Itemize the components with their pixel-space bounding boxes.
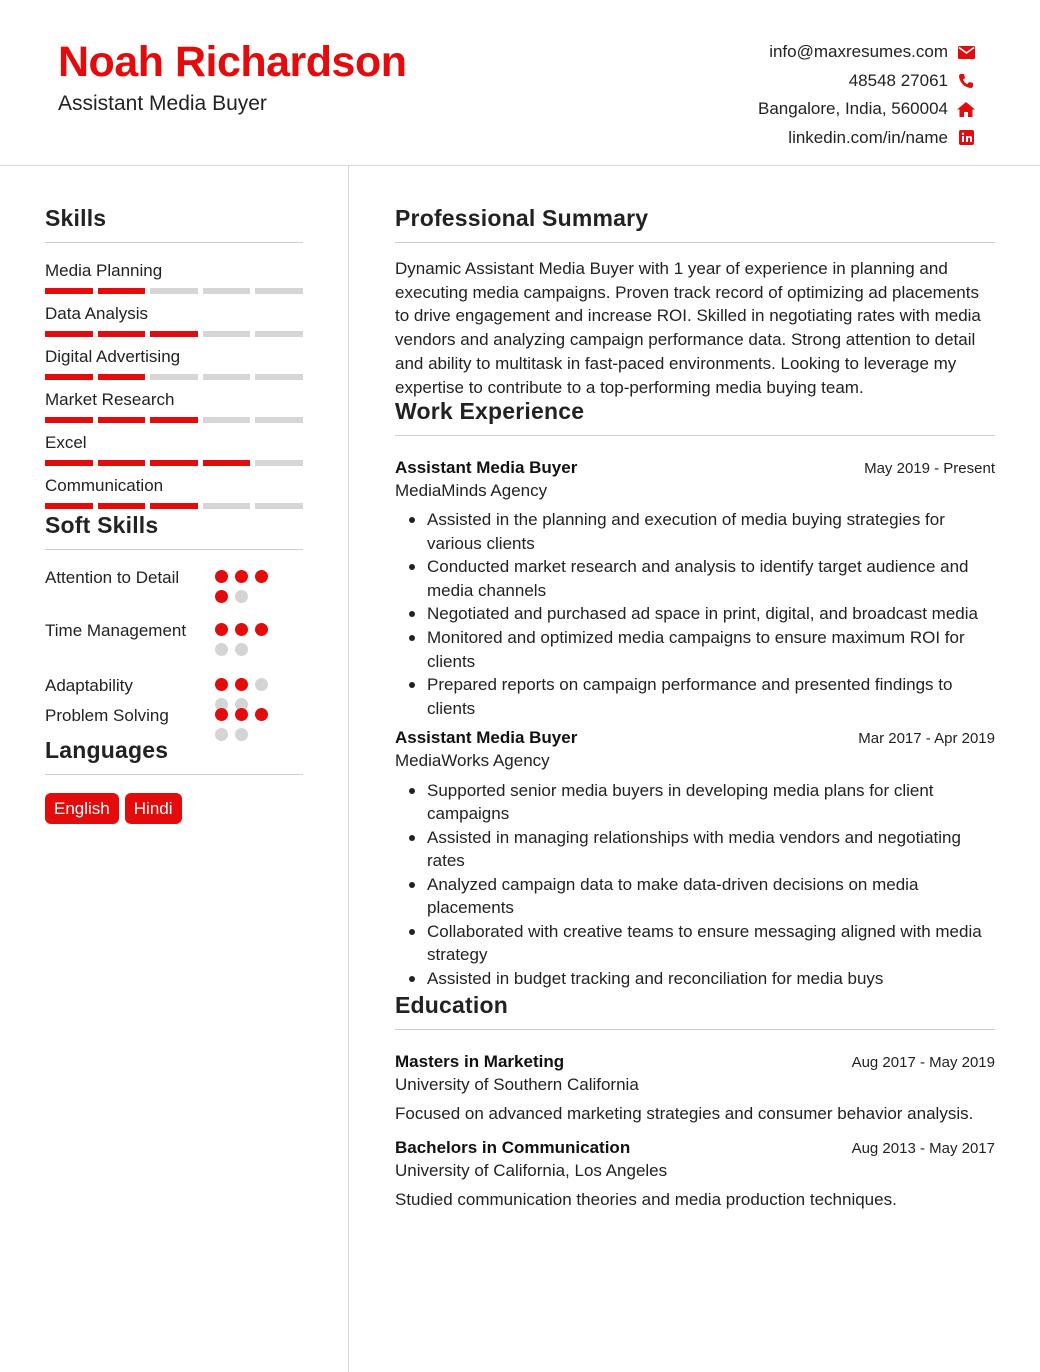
education-description: Studied communication theories and media production techniques. <box>395 1190 897 1210</box>
candidate-name: Noah Richardson <box>58 38 407 86</box>
job-dates: May 2019 - Present <box>864 460 995 478</box>
contact-address-text: Bangalore, India, 560004 <box>758 99 948 119</box>
skill-level-segment <box>203 374 251 380</box>
skill-item <box>45 347 303 390</box>
job-bullets <box>395 779 995 991</box>
rating-dot <box>215 728 228 741</box>
skill-level-segment <box>150 288 198 294</box>
linkedin-icon <box>956 130 976 145</box>
contact-phone-text: 48548 27061 <box>848 70 948 90</box>
skill-item <box>45 304 303 347</box>
rating-dot <box>215 590 228 603</box>
skill-level-bar <box>45 288 303 294</box>
skill-level-segment <box>203 331 251 337</box>
school-name: University of California, Los Angeles <box>395 1161 668 1181</box>
skill-name: Excel <box>45 433 87 452</box>
skill-level-segment <box>45 503 93 509</box>
languages-title: Languages <box>45 737 303 775</box>
school-name: University of Southern California <box>395 1074 639 1094</box>
rating-dot <box>235 678 248 691</box>
rating-dot <box>235 708 248 721</box>
job-bullet: Prepared reports on campaign performance and presented findings to clients <box>409 673 995 720</box>
skill-level-segment <box>150 331 198 337</box>
left-column <box>45 205 303 824</box>
rating-dot <box>255 570 268 583</box>
soft-skill-rating <box>215 708 287 741</box>
soft-skill-name: Problem Solving <box>45 706 169 725</box>
job-bullet: Monitored and optimized media campaigns to ensure maximum ROI for clients <box>409 626 995 673</box>
rating-dot <box>235 643 248 656</box>
skill-level-segment <box>45 374 93 380</box>
skill-level-segment <box>98 417 146 423</box>
summary-title: Professional Summary <box>395 205 995 243</box>
skill-level-segment <box>150 374 198 380</box>
skill-name: Market Research <box>45 390 175 409</box>
job-company: MediaMinds Agency <box>395 481 548 501</box>
job-bullets <box>395 508 995 720</box>
education-title: Education <box>395 992 995 1030</box>
job-bullet: Conducted market research and analysis to identify target audience and media channels <box>409 555 995 602</box>
skill-level-segment <box>203 417 251 423</box>
contact-email-text: info@maxresumes.com <box>769 42 948 62</box>
rating-dot <box>255 678 268 691</box>
job-entry <box>395 456 995 720</box>
job-title: Assistant Media Buyer <box>395 727 578 747</box>
skills-title: Skills <box>45 205 303 243</box>
skill-level-segment <box>203 503 251 509</box>
skill-level-bar <box>45 417 303 423</box>
job-dates: Mar 2017 - Apr 2019 <box>858 729 995 747</box>
skill-level-segment <box>255 288 303 294</box>
skills-list <box>45 261 303 519</box>
job-bullet: Negotiated and purchased ad space in print, digital, and broadcast media <box>409 602 995 625</box>
skill-name: Media Planning <box>45 261 163 280</box>
languages-list <box>45 793 303 824</box>
rating-dot <box>215 643 228 656</box>
envelope-icon <box>956 46 976 59</box>
soft-skill-item <box>45 566 303 619</box>
skill-item <box>45 261 303 304</box>
job-bullet: Supported senior media buyers in developing media plans for client campaigns <box>409 779 995 826</box>
contact-list <box>758 38 976 152</box>
job-header <box>395 726 995 749</box>
contact-linkedin[interactable] <box>758 124 976 153</box>
skill-name: Digital Advertising <box>45 347 181 366</box>
rating-dot <box>215 570 228 583</box>
skill-level-segment <box>98 288 146 294</box>
skill-level-segment <box>203 288 251 294</box>
skill-level-segment <box>98 460 146 466</box>
rating-dot <box>255 708 268 721</box>
skill-level-bar <box>45 331 303 337</box>
skill-level-segment <box>45 331 93 337</box>
rating-dot <box>215 678 228 691</box>
skill-level-segment <box>98 503 146 509</box>
skill-level-segment <box>45 460 93 466</box>
rating-dot <box>235 728 248 741</box>
job-bullet: Analyzed campaign data to make data-driven decisions on media placements <box>409 873 995 920</box>
skill-level-segment <box>150 503 198 509</box>
education-header <box>395 1050 995 1073</box>
soft-skills-list <box>45 566 303 738</box>
skill-level-bar <box>45 374 303 380</box>
job-bullet: Collaborated with creative teams to ensure messaging aligned with media strategy <box>409 920 995 967</box>
skill-level-segment <box>98 374 146 380</box>
soft-skill-item <box>45 674 303 704</box>
job-entry <box>395 726 995 991</box>
education-dates: Aug 2017 - May 2019 <box>851 1053 995 1071</box>
resume-header <box>0 0 1040 166</box>
education-entry <box>395 1050 995 1126</box>
skill-level-bar <box>45 503 303 509</box>
soft-skill-item <box>45 704 303 738</box>
rating-dot <box>235 590 248 603</box>
skill-level-segment <box>45 288 93 294</box>
contact-email[interactable] <box>758 38 976 67</box>
degree-title: Bachelors in Communication <box>395 1138 631 1158</box>
rating-dot <box>215 623 228 636</box>
phone-icon <box>956 73 976 89</box>
skill-level-segment <box>255 331 303 337</box>
skill-name: Communication <box>45 476 164 495</box>
skill-level-segment <box>45 417 93 423</box>
soft-skill-rating <box>215 623 287 656</box>
job-company: MediaWorks Agency <box>395 750 550 770</box>
experience-list <box>395 456 995 990</box>
candidate-role: Assistant Media Buyer <box>58 92 267 115</box>
education-header <box>395 1136 995 1159</box>
contact-linkedin-text: linkedin.com/in/name <box>788 127 948 147</box>
contact-phone[interactable] <box>758 67 976 96</box>
job-bullet: Assisted in budget tracking and reconciliation for media buys <box>409 967 995 990</box>
experience-title: Work Experience <box>395 398 995 436</box>
contact-address <box>758 95 976 124</box>
right-column <box>395 205 995 1223</box>
soft-skill-name: Attention to Detail <box>45 568 180 587</box>
skill-name: Data Analysis <box>45 304 148 323</box>
education-list <box>395 1050 995 1212</box>
skill-level-segment <box>255 417 303 423</box>
skill-level-segment <box>150 417 198 423</box>
education-entry <box>395 1136 995 1212</box>
skill-item <box>45 390 303 433</box>
soft-skill-rating <box>215 570 287 603</box>
rating-dot <box>215 708 228 721</box>
skill-level-segment <box>255 374 303 380</box>
skill-level-segment <box>98 331 146 337</box>
education-description: Focused on advanced marketing strategies and consumer behavior analysis. <box>395 1103 974 1123</box>
skill-item <box>45 433 303 476</box>
job-bullet: Assisted in managing relationships with media vendors and negotiating rates <box>409 826 995 873</box>
degree-title: Masters in Marketing <box>395 1051 565 1071</box>
home-icon <box>956 102 976 117</box>
language-badge: English <box>45 793 119 824</box>
job-header <box>395 456 995 479</box>
soft-skills-title: Soft Skills <box>45 512 303 550</box>
column-divider <box>348 166 349 1372</box>
summary-text: Dynamic Assistant Media Buyer with 1 year of experience in planning and executing media campaigns. Proven track record of optimizing ad placements to drive engagement and increase ROI. Skilled in negotiating rates with media vendors and analyzing campaign performance data. Strong attention to detail and ability to multitask in fast-paced environments. Looking to leverage my expertise to contribute to a top-performing media buying team. <box>395 259 981 397</box>
language-badge: Hindi <box>125 793 182 824</box>
education-dates: Aug 2013 - May 2017 <box>851 1140 995 1158</box>
rating-dot <box>235 623 248 636</box>
skill-level-segment <box>150 460 198 466</box>
rating-dot <box>235 570 248 583</box>
job-title: Assistant Media Buyer <box>395 458 578 478</box>
rating-dot <box>255 623 268 636</box>
soft-skill-item <box>45 619 303 674</box>
soft-skill-name: Adaptability <box>45 676 133 695</box>
skill-level-segment <box>255 460 303 466</box>
soft-skill-name: Time Management <box>45 621 187 640</box>
skill-level-segment <box>203 460 251 466</box>
job-bullet: Assisted in the planning and execution of media buying strategies for various clients <box>409 508 995 555</box>
skill-level-segment <box>255 503 303 509</box>
skill-level-bar <box>45 460 303 466</box>
